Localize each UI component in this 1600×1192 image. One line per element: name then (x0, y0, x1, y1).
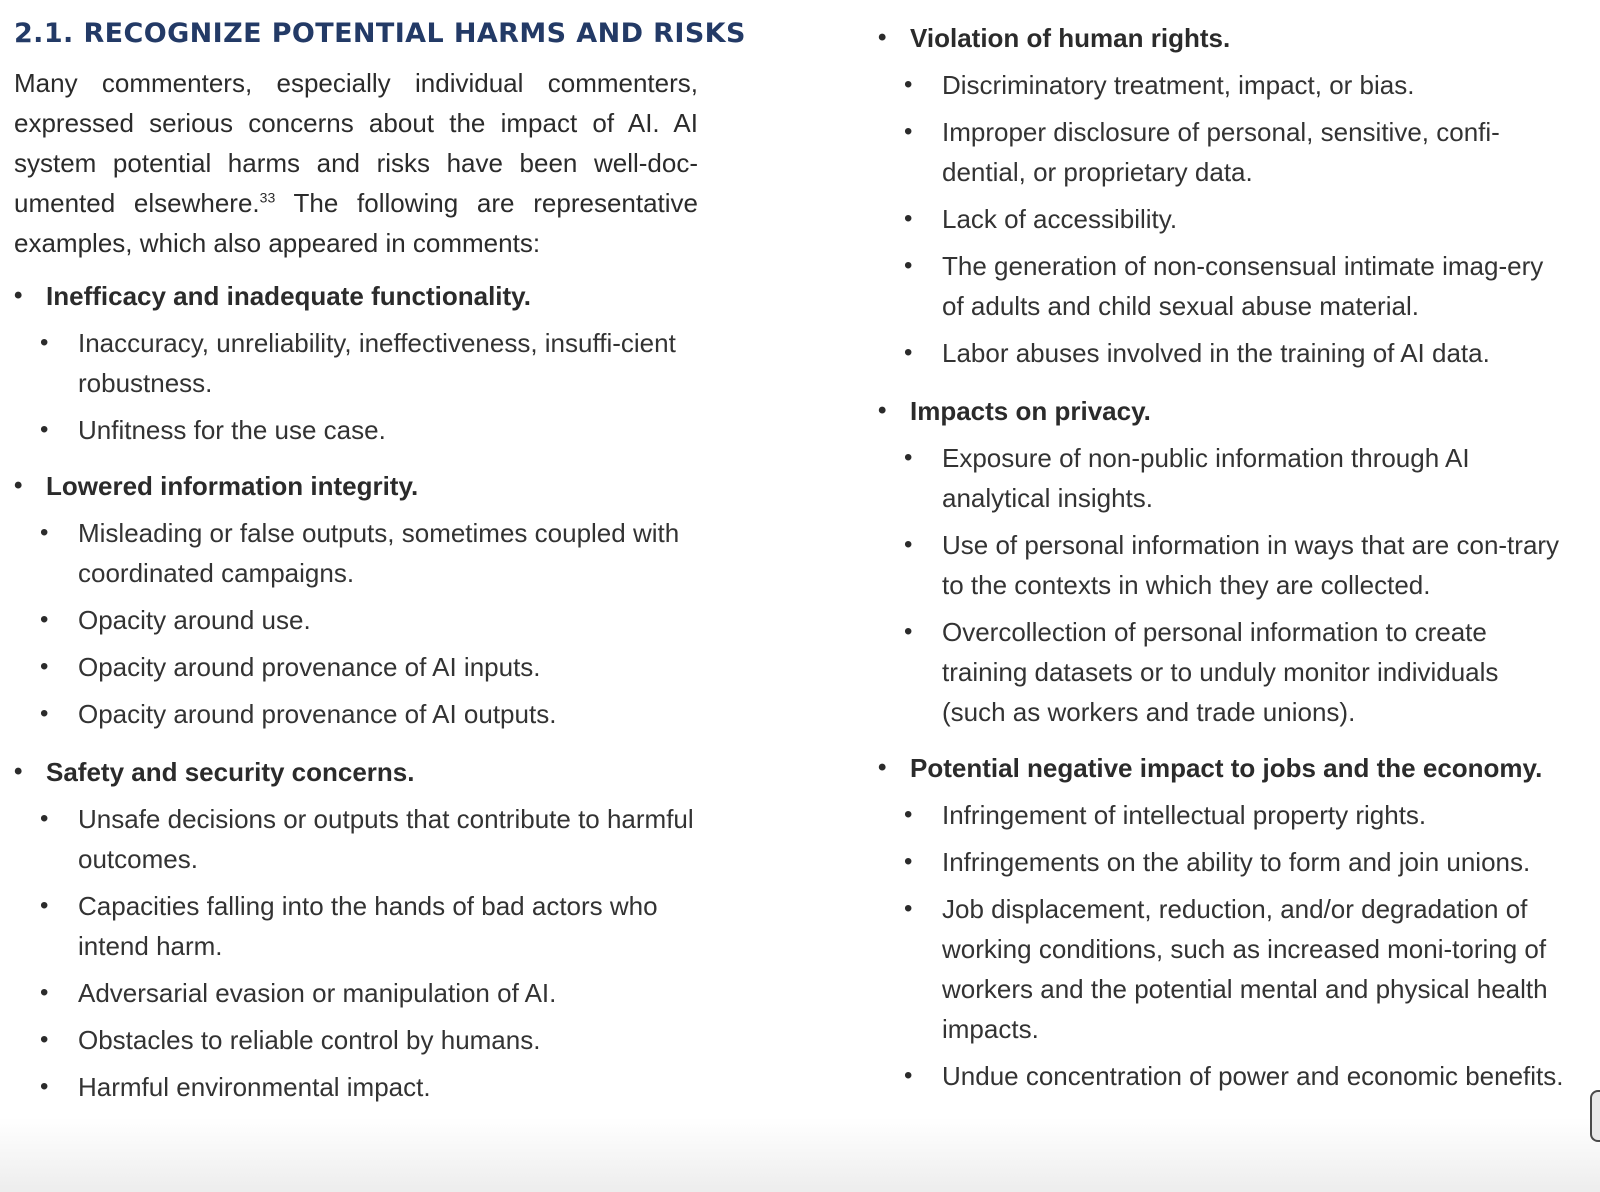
subitem-list (878, 65, 1568, 373)
bullet-icon: • (40, 519, 49, 546)
list-item-text: Labor abuses involved in the training of AI data. (942, 338, 1490, 368)
bullet-icon: • (904, 205, 913, 232)
bullet-icon: • (904, 848, 913, 875)
list-item-text: Improper disclosure of personal, sensitive, confi-dential, or proprietary data. (942, 117, 1500, 187)
list-item (14, 323, 704, 403)
category (878, 748, 1568, 1103)
list-item-text: Opacity around use. (78, 605, 311, 635)
list-item (14, 973, 704, 1013)
list-item (14, 1067, 704, 1107)
bullet-icon: • (40, 329, 49, 356)
category-title (878, 391, 1568, 431)
footnote-ref[interactable]: 33 (259, 189, 276, 206)
list-item-text: Infringement of intellectual property rights. (942, 800, 1427, 830)
intro-text: Many commenters, especially individual commenters, expressed serious concerns about the impact of AI. AI system potential harms and risks have been well-doc-umented elsewhere. (14, 68, 698, 218)
bullet-icon: • (878, 397, 887, 424)
bullet-icon: • (904, 252, 913, 279)
list-item (878, 612, 1568, 732)
bullet-icon: • (14, 282, 23, 309)
category-title-text: Inefficacy and inadequate functionality. (46, 281, 531, 311)
category (14, 276, 704, 457)
scrollbar-handle[interactable] (1590, 1090, 1600, 1142)
list-item-text: Lack of accessibility. (942, 204, 1178, 234)
list-item-text: Misleading or false outputs, sometimes coupled with coordinated campaigns. (78, 518, 680, 588)
list-item (878, 65, 1568, 105)
subitem-list (14, 799, 704, 1107)
list-item-text: Unfitness for the use case. (78, 415, 386, 445)
list-item (14, 647, 704, 687)
category-title (878, 18, 1568, 58)
bottom-fade (0, 1118, 1600, 1192)
category (14, 752, 704, 1114)
bullet-icon: • (14, 472, 23, 499)
bullet-icon: • (40, 606, 49, 633)
bullet-icon: • (904, 531, 913, 558)
list-item-text: Obstacles to reliable control by humans. (78, 1025, 541, 1055)
intro-paragraph (14, 63, 698, 263)
category-title (14, 276, 704, 316)
list-item-text: Use of personal information in ways that are con-trary to the contexts in which they are collected. (942, 530, 1560, 600)
list-item-text: Discriminatory treatment, impact, or bias. (942, 70, 1415, 100)
bullet-icon: • (904, 339, 913, 366)
category (878, 18, 1568, 380)
list-item-text: Undue concentration of power and economic benefits. (942, 1061, 1564, 1091)
bullet-icon: • (40, 1073, 49, 1100)
list-item (878, 889, 1568, 1049)
subitem-list (14, 513, 704, 734)
category (878, 391, 1568, 739)
bullet-icon: • (40, 653, 49, 680)
subitem-list (878, 438, 1568, 732)
list-item (878, 795, 1568, 835)
category-title (14, 752, 704, 792)
bullet-icon: • (904, 71, 913, 98)
list-item-text: Opacity around provenance of AI outputs. (78, 699, 557, 729)
list-item-text: Exposure of non-public information through AI analytical insights. (942, 443, 1470, 513)
list-item (878, 112, 1568, 192)
list-item-text: Overcollection of personal information to create training datasets or to unduly monitor individuals (such as workers and trade unions). (942, 617, 1499, 727)
bullet-icon: • (904, 801, 913, 828)
category-title-text: Safety and security concerns. (46, 757, 415, 787)
category-title (878, 748, 1568, 788)
list-item-text: Capacities falling into the hands of bad actors who intend harm. (78, 891, 658, 961)
category (14, 466, 704, 741)
bullet-icon: • (904, 1062, 913, 1089)
list-item (14, 799, 704, 879)
list-item-text: Harmful environmental impact. (78, 1072, 431, 1102)
category-title-text: Impacts on privacy. (910, 396, 1151, 426)
list-item (878, 842, 1568, 882)
subitem-list (878, 795, 1568, 1096)
list-item (14, 513, 704, 593)
list-item (14, 886, 704, 966)
bullet-icon: • (40, 979, 49, 1006)
list-item (14, 694, 704, 734)
section-heading: 2.1. RECOGNIZE POTENTIAL HARMS AND RISKS (14, 18, 746, 49)
bullet-icon: • (878, 754, 887, 781)
list-item (878, 1056, 1568, 1096)
category-title-text: Potential negative impact to jobs and the economy. (910, 753, 1543, 783)
list-item (14, 410, 704, 450)
list-item (878, 525, 1568, 605)
subitem-list (14, 323, 704, 450)
bullet-icon: • (878, 24, 887, 51)
list-item (878, 199, 1568, 239)
bullet-icon: • (14, 758, 23, 785)
bullet-icon: • (40, 416, 49, 443)
list-item-text: Opacity around provenance of AI inputs. (78, 652, 541, 682)
bullet-icon: • (40, 1026, 49, 1053)
bullet-icon: • (904, 895, 913, 922)
list-item (14, 1020, 704, 1060)
list-item-text: Job displacement, reduction, and/or degradation of working conditions, such as increased moni-toring of workers and the potential mental and physical health impacts. (942, 894, 1548, 1044)
category-title-text: Violation of human rights. (910, 23, 1231, 53)
bullet-icon: • (904, 618, 913, 645)
list-item-text: Unsafe decisions or outputs that contribute to harmful outcomes. (78, 804, 694, 874)
list-item-text: The generation of non-consensual intimate imag-ery of adults and child sexual abuse material. (942, 251, 1544, 321)
list-item (878, 246, 1568, 326)
bullet-icon: • (40, 700, 49, 727)
bullet-icon: • (904, 444, 913, 471)
bullet-icon: • (40, 892, 49, 919)
category-title-text: Lowered information integrity. (46, 471, 419, 501)
list-item (878, 438, 1568, 518)
list-item-text: Infringements on the ability to form and join unions. (942, 847, 1531, 877)
list-item (878, 333, 1568, 373)
bullet-icon: • (40, 805, 49, 832)
list-item-text: Inaccuracy, unreliability, ineffectiveness, insuffi-cient robustness. (78, 328, 676, 398)
list-item-text: Adversarial evasion or manipulation of AI. (78, 978, 557, 1008)
bullet-icon: • (904, 118, 913, 145)
intro-text-cont: The following are representative examples, which also appeared in comments: (14, 188, 699, 258)
category-title (14, 466, 704, 506)
list-item (14, 600, 704, 640)
